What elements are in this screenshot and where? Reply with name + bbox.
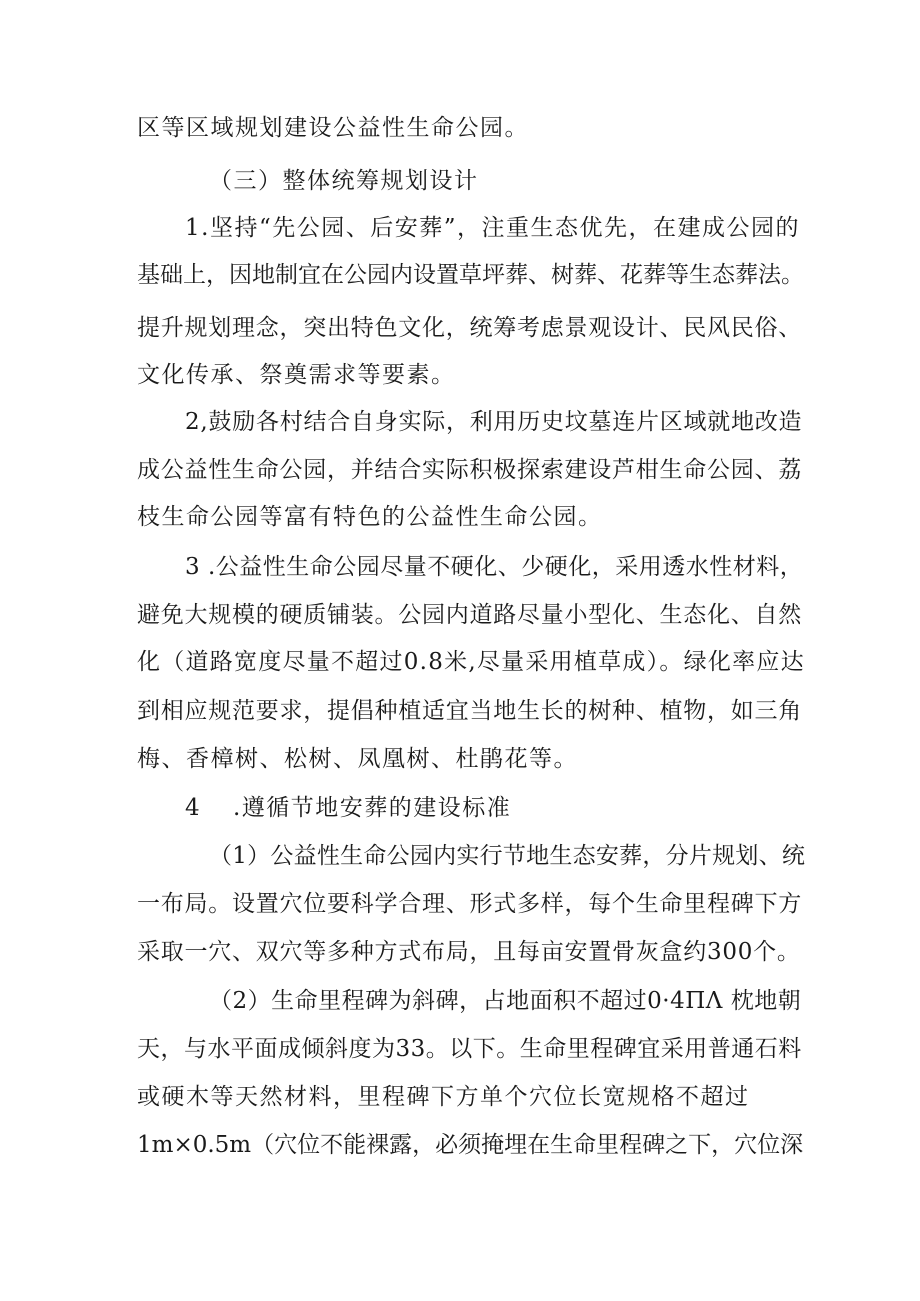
text-line: 成公益性生命公园，并结合实际积极探索建设芦柑生命公园、荔 <box>137 457 802 483</box>
text-line: 枝生命公园等富有特色的公益性生命公园。 <box>137 504 603 530</box>
text-line: 1m×0.5m（穴位不能裸露，必须掩埋在生命里程碑之下，穴位深 <box>137 1132 804 1158</box>
text-line: 2,鼓励各村结合自身实际，利用历史坟墓连片区域就地改造 <box>185 409 803 435</box>
item-title: .遵循节地安葬的建设标准 <box>233 795 512 821</box>
text-line: 3 .公益性生命公园尽量不硬化、少硬化，采用透水性材料， <box>185 554 804 580</box>
text-line: （1）公益性生命公园内实行节地生态安葬，分片规划、统 <box>209 843 806 869</box>
item-number: 4 <box>185 795 202 821</box>
text-line: 避免大规模的硬质铺装。公园内道路尽量小型化、生态化、自然 <box>137 602 802 628</box>
text-line: 基础上，因地制宜在公园内设置草坪葬、树葬、花葬等生态葬法。 <box>137 262 804 288</box>
text-line: 天，与水平面成倾斜度为33。以下。生命里程碑宜采用普通石料 <box>137 1036 802 1062</box>
text-line: 采取一穴、双穴等多种方式布局，且每亩安置骨灰盒约300个。 <box>137 939 801 965</box>
text-line: 梅、香樟树、松树、凤凰树、杜鹃花等。 <box>137 746 578 772</box>
text-line: （2）生命里程碑为斜碑，占地面积不超过0·4ΠΛ 枕地朝 <box>209 988 802 1014</box>
section-heading: （三）整体统筹规划设计 <box>209 168 479 194</box>
text-line: 到相应规范要求，提倡种植适宜当地生长的树种、植物，如三角 <box>137 698 802 724</box>
text-line: 提升规划理念，突出特色文化，统筹考虑景观设计、民风民俗、 <box>137 315 802 341</box>
text-line: 一布局。设置穴位要科学合理、形式多样，每个生命里程碑下方 <box>137 891 802 917</box>
text-line: 化（道路宽度尽量不超过0.8米,尽量采用植草成）。绿化率应达 <box>137 649 805 675</box>
text-line: 1.坚持“先公园、后安葬”，注重生态优先，在建成公园的 <box>185 215 800 241</box>
text-line: 区等区域规划建设公益性生命公园。 <box>137 115 529 141</box>
item-heading <box>185 793 511 823</box>
text-line: 或硬木等天然材料，里程碑下方单个穴位长宽规格不超过 <box>137 1084 750 1110</box>
text-line: 文化传承、祭奠需求等要素。 <box>137 362 456 388</box>
